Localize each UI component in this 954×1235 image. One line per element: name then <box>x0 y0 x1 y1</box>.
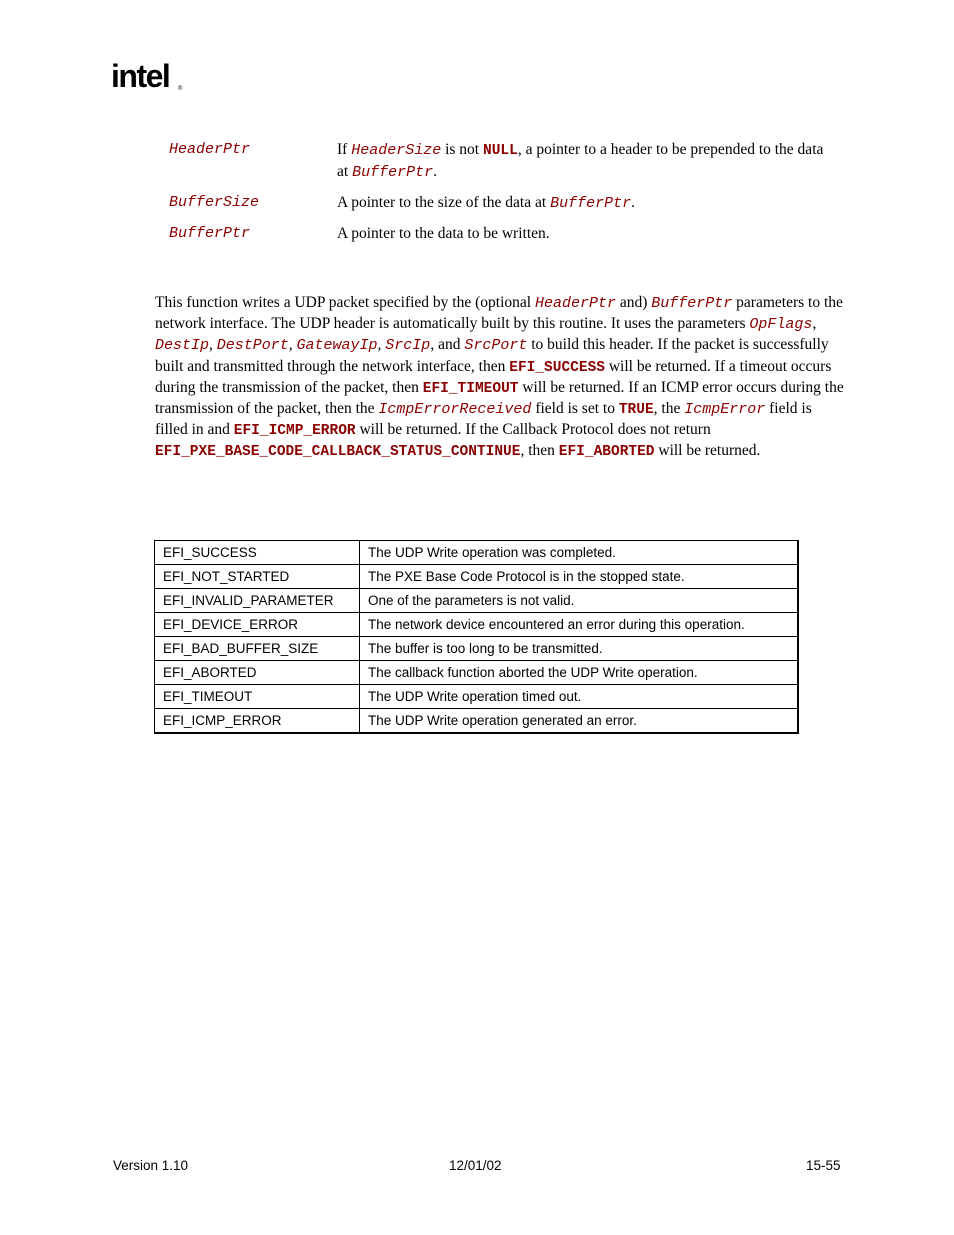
code-identifier: BufferPtr <box>651 295 733 312</box>
footer-date: 12/01/02 <box>449 1158 502 1173</box>
code-identifier: BufferPtr <box>352 163 434 181</box>
param-name: BufferSize <box>169 194 260 211</box>
code-constant: NULL <box>483 143 518 159</box>
text-run: is not <box>441 141 483 158</box>
text-run: will be returned. If a timeout occurs during the transmission of the packet, then <box>155 357 832 396</box>
table-row <box>155 589 799 613</box>
table-row <box>155 613 799 637</box>
text-run: and) <box>615 294 652 311</box>
text-run: , <box>288 336 297 354</box>
text-run: A pointer to the size of the data at <box>337 194 551 211</box>
code-constant: EFI_SUCCESS <box>509 359 605 376</box>
status-code-cell: EFI_SUCCESS <box>155 541 360 565</box>
text-run: parameters to the network interface. The UDP header is automatically built by this routine. It uses the parameters <box>155 294 843 333</box>
code-identifier: OpFlags <box>749 316 813 334</box>
code-constant: EFI_ICMP_ERROR <box>233 423 356 440</box>
text-run: A pointer to the data to be written. <box>337 225 550 242</box>
table-row <box>155 541 799 565</box>
logo-registered-mark: ® <box>178 86 183 92</box>
status-description-cell: The UDP Write operation was completed. <box>360 541 799 565</box>
status-code-cell: EFI_BAD_BUFFER_SIZE <box>155 637 360 661</box>
text-run: to build this header. If the packet is successfully built and transmitted through the network interface, then <box>155 336 829 375</box>
status-code-cell: EFI_INVALID_PARAMETER <box>155 589 360 613</box>
code-constant: EFI_TIMEOUT <box>422 380 519 397</box>
text-run: , then <box>520 442 559 460</box>
table-row <box>155 637 799 661</box>
code-identifier: SrcPort <box>464 337 528 355</box>
footer-version: Version 1.10 <box>113 1158 189 1173</box>
code-identifier: BufferPtr <box>550 195 632 212</box>
status-description-cell: The callback function aborted the UDP Write operation. <box>360 661 799 685</box>
intel-logo <box>111 58 183 102</box>
status-code-cell: EFI_NOT_STARTED <box>155 565 360 589</box>
table-row <box>155 709 799 734</box>
text-run: , <box>377 336 386 354</box>
text-run: This function writes a UDP packet specified by the (optional <box>155 294 535 311</box>
code-identifier: HeaderPtr <box>534 295 616 312</box>
status-description-cell: The UDP Write operation timed out. <box>360 685 799 709</box>
param-description <box>337 224 837 245</box>
code-identifier: GatewayIp <box>296 337 378 355</box>
code-identifier: DestPort <box>216 337 289 355</box>
status-description-cell: The UDP Write operation generated an error. <box>360 709 799 734</box>
code-identifier: IcmpErrorReceived <box>378 401 532 419</box>
text-run: . <box>433 162 437 180</box>
text-run: will be returned. If an ICMP error occurs during the transmission of the packet, then the <box>155 378 844 418</box>
code-identifier: SrcIp <box>385 337 431 355</box>
param-description <box>337 193 837 215</box>
code-constant: EFI_ABORTED <box>558 444 655 461</box>
text-run: will be returned. If the Callback Protocol does not return <box>355 421 711 439</box>
param-name: BufferPtr <box>169 225 251 242</box>
code-identifier: IcmpError <box>684 401 766 419</box>
table-row <box>155 565 799 589</box>
status-code-cell: EFI_ICMP_ERROR <box>155 709 360 734</box>
text-run: field is set to <box>531 400 619 418</box>
status-code-cell: EFI_ABORTED <box>155 661 360 685</box>
text-run: If <box>337 141 352 158</box>
code-constant: EFI_PXE_BASE_CODE_CALLBACK_STATUS_CONTINUE <box>155 444 521 461</box>
text-run: will be returned. <box>654 442 761 460</box>
text-run: , <box>812 315 817 333</box>
text-run: . <box>631 194 635 211</box>
text-run: , <box>209 336 217 354</box>
param-description <box>337 140 837 183</box>
status-code-cell: EFI_DEVICE_ERROR <box>155 613 360 637</box>
table-row <box>155 661 799 685</box>
status-description-cell: The buffer is too long to be transmitted. <box>360 637 799 661</box>
status-description-cell: One of the parameters is not valid. <box>360 589 799 613</box>
table-row <box>155 685 799 709</box>
description-paragraph <box>155 293 845 463</box>
code-identifier: DestIp <box>155 337 210 355</box>
status-description-cell: The network device encountered an error during this operation. <box>360 613 799 637</box>
code-constant: TRUE <box>618 402 654 419</box>
status-code-cell: EFI_TIMEOUT <box>155 685 360 709</box>
text-run: , and <box>430 336 465 354</box>
text-run: , the <box>653 400 685 418</box>
text-run: , a pointer to a header to be prepended to the data at <box>337 141 824 180</box>
text-run: field is filled in and <box>155 400 812 439</box>
param-name: HeaderPtr <box>169 141 251 158</box>
status-codes-table <box>154 540 799 734</box>
logo-text: intel <box>111 58 170 94</box>
status-description-cell: The PXE Base Code Protocol is in the stopped state. <box>360 565 799 589</box>
footer-page-number: 15-55 <box>806 1158 841 1173</box>
code-identifier: HeaderSize <box>351 142 442 159</box>
